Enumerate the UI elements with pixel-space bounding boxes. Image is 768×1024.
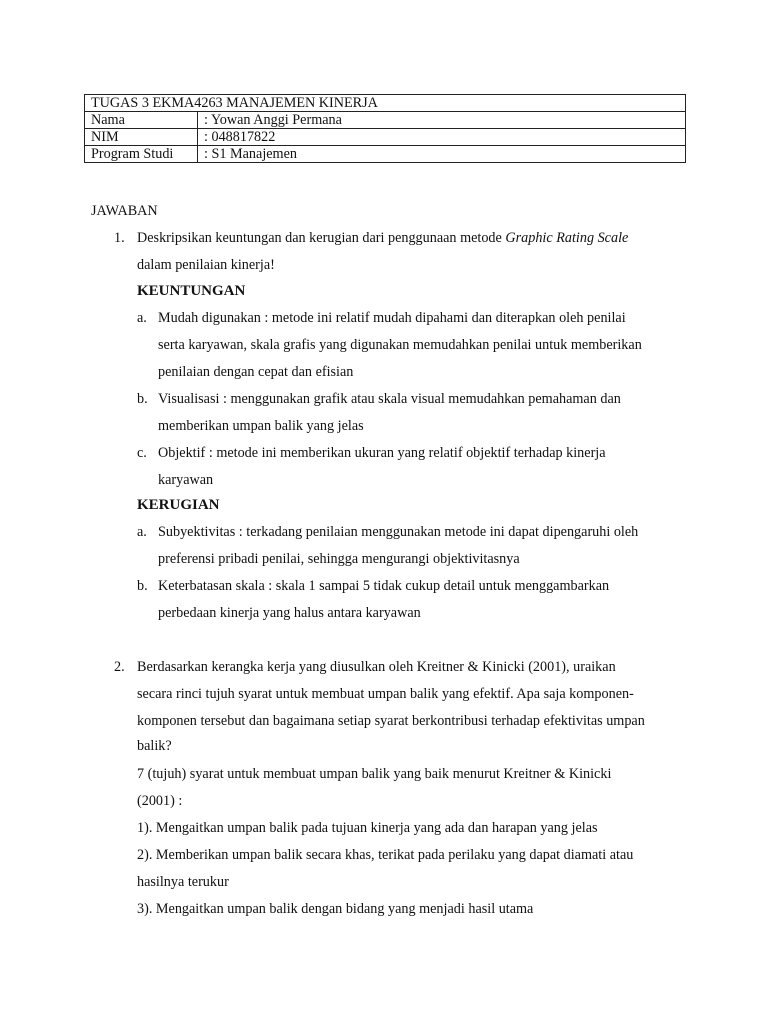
nim-value: : 048817822 bbox=[198, 129, 686, 146]
program-value: : S1 Manajemen bbox=[198, 146, 686, 163]
disadvantage-a-marker: a. bbox=[137, 524, 147, 540]
advantage-c-line-1: Objektif : metode ini memberikan ukuran yang relatif objektif terhadap kinerja bbox=[158, 445, 606, 461]
advantage-a-line-3: penilaian dengan cepat dan efisian bbox=[158, 364, 354, 380]
disadvantage-b-line-2: perbedaan kinerja yang halus antara karyawan bbox=[158, 605, 421, 621]
assignment-title: TUGAS 3 EKMA4263 MANAJEMEN KINERJA bbox=[85, 95, 686, 112]
q2-question-line-4: balik? bbox=[137, 738, 172, 754]
q1-number: 1. bbox=[114, 230, 125, 246]
q2-answer-line-6: 3). Mengaitkan umpan balik dengan bidang yang menjadi hasil utama bbox=[137, 901, 534, 917]
q2-answer-line-4: 2). Memberikan umpan balik secara khas, terikat pada perilaku yang dapat diamati atau bbox=[137, 847, 634, 863]
q2-question-line-3: komponen tersebut dan bagaimana setiap syarat berkontribusi terhadap efektivitas umpan bbox=[137, 713, 645, 729]
disadvantage-b-line-1: Keterbatasan skala : skala 1 sampai 5 tidak cukup detail untuk menggambarkan bbox=[158, 578, 610, 594]
answer-heading: JAWABAN bbox=[91, 203, 158, 219]
disadvantage-b-marker: b. bbox=[137, 578, 148, 594]
disadvantages-heading: KERUGIAN bbox=[137, 497, 220, 513]
table-row bbox=[85, 146, 686, 163]
advantage-b-line-2: memberikan umpan balik yang jelas bbox=[158, 418, 364, 434]
q2-question-line-1: Berdasarkan kerangka kerja yang diusulkan oleh Kreitner & Kinicki (2001), uraikan bbox=[137, 659, 616, 675]
q1-question-text: Deskripsikan keuntungan dan kerugian dari penggunaan metode bbox=[137, 230, 506, 246]
advantage-a-line-2: serta karyawan, skala grafis yang digunakan memudahkan penilai untuk memberikan bbox=[158, 337, 642, 353]
advantage-c-line-2: karyawan bbox=[158, 472, 214, 488]
table-title-row bbox=[85, 95, 686, 112]
name-value: : Yowan Anggi Permana bbox=[198, 112, 686, 129]
student-info-table bbox=[84, 94, 686, 163]
q2-answer-line-2: (2001) : bbox=[137, 793, 183, 809]
advantage-c-marker: c. bbox=[137, 445, 147, 461]
q2-number: 2. bbox=[114, 659, 125, 675]
name-label: Nama bbox=[85, 112, 198, 129]
disadvantage-a-line-2: preferensi pribadi penilai, sehingga mengurangi objektivitasnya bbox=[158, 551, 520, 567]
program-label: Program Studi bbox=[85, 146, 198, 163]
q1-question-line-1 bbox=[137, 229, 628, 247]
q1-question-italic: Graphic Rating Scale bbox=[505, 230, 629, 246]
q2-answer-line-5: hasilnya terukur bbox=[137, 874, 229, 890]
table-row bbox=[85, 129, 686, 146]
advantage-a-marker: a. bbox=[137, 310, 147, 326]
advantage-b-line-1: Visualisasi : menggunakan grafik atau skala visual memudahkan pemahaman dan bbox=[158, 391, 621, 407]
q2-answer-line-3: 1). Mengaitkan umpan balik pada tujuan kinerja yang ada dan harapan yang jelas bbox=[137, 820, 598, 836]
q2-question-line-2: secara rinci tujuh syarat untuk membuat umpan balik yang efektif. Apa saja komponen- bbox=[137, 686, 634, 702]
disadvantage-a-line-1: Subyektivitas : terkadang penilaian menggunakan metode ini dapat dipengaruhi oleh bbox=[158, 524, 639, 540]
advantage-b-marker: b. bbox=[137, 391, 148, 407]
table-row bbox=[85, 112, 686, 129]
advantages-heading: KEUNTUNGAN bbox=[137, 283, 246, 299]
q1-question-line-2: dalam penilaian kinerja! bbox=[137, 257, 275, 273]
nim-label: NIM bbox=[85, 129, 198, 146]
q2-answer-line-1: 7 (tujuh) syarat untuk membuat umpan balik yang baik menurut Kreitner & Kinicki bbox=[137, 766, 612, 782]
advantage-a-line-1: Mudah digunakan : metode ini relatif mudah dipahami dan diterapkan oleh penilai bbox=[158, 310, 626, 326]
